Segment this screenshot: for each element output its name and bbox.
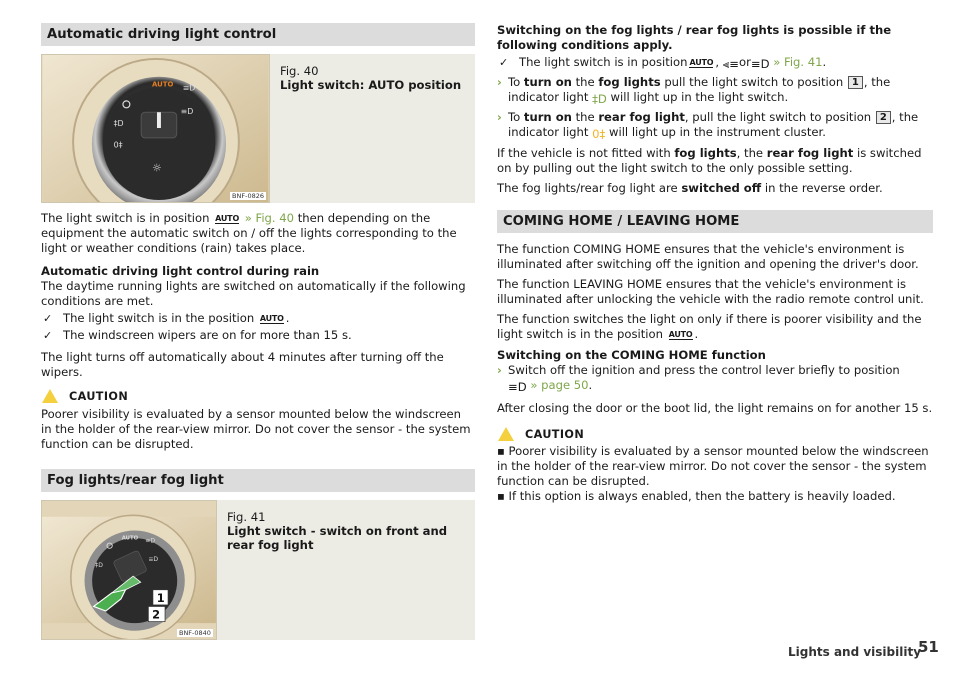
page-50-link[interactable]: » page 50 — [530, 378, 589, 392]
arrow-icon: › — [497, 110, 502, 124]
svg-text:☼: ☼ — [152, 161, 162, 175]
figure-number: Fig. 40 — [280, 64, 319, 78]
check-item: ✓ The light switch is in the position AUTO . — [43, 311, 290, 325]
step-rear-fog-light: › To turn on the rear fog light, pull the light switch to position 2 , the indicator light 0‡ will light up in the instrument cluster. — [497, 110, 919, 141]
paragraph-coming-home: The function COMING HOME ensures that the vehicle's environment is illuminated after switching off the ignition and opening the driver's door. — [497, 242, 919, 271]
auto-icon: AUTO — [668, 330, 693, 339]
auto-label: AUTO — [121, 535, 139, 542]
checkmark-icon: ✓ — [499, 56, 509, 69]
svg-text:0‡: 0‡ — [113, 140, 123, 150]
parking-light-icon: ⫷≡ — [722, 57, 739, 71]
section-title-coming-home: COMING HOME / LEAVING HOME — [497, 210, 933, 233]
fig-40-link[interactable]: » Fig. 40 — [244, 211, 295, 225]
caution-icon — [41, 388, 59, 404]
paragraph-no-fog: If the vehicle is not fitted with fog lights, the rear fog light is switched on by pulling out the light switch to the only possible setting. — [497, 146, 922, 175]
check-item: ✓ The light switch is in position AUTO , ⫷≡or≡D » Fig. 41. — [499, 55, 827, 71]
figure-title: Light switch - switch on front and rear fog light — [226, 524, 448, 552]
auto-icon: AUTO — [259, 314, 284, 323]
position-label-2: 2 — [152, 607, 161, 622]
svg-text:≡D: ≡D — [145, 537, 156, 545]
figure-code: BNF-0840 — [178, 629, 211, 637]
check-item: ✓ The windscreen wipers are on for more than 15 s. — [43, 328, 352, 342]
low-beam-icon: ≡D — [750, 57, 770, 71]
checkmark-icon: ✓ — [43, 329, 53, 342]
page-number: 51 — [918, 638, 939, 656]
caution-bullet: ▪ If this option is always enabled, then the battery is heavily loaded. — [497, 489, 896, 503]
headlight-flasher-icon: ≡D — [508, 380, 527, 394]
figure-title: Light switch: AUTO position — [280, 78, 462, 92]
figure-number: Fig. 41 — [226, 510, 266, 524]
caution-header: CAUTION — [41, 388, 475, 404]
section-title-fog-lights: Fog lights/rear fog light — [41, 469, 475, 492]
auto-label: AUTO — [152, 80, 174, 89]
paragraph-turn-off: The light turns off automatically about 4 minutes after turning off the wipers. — [41, 350, 444, 379]
caution-bullet: ▪ Poorer visibility is evaluated by a sensor mounted below the windscreen in the holder of the rear-view mirror. Do not cover the sensor - the system function can be disrupted. — [497, 444, 929, 488]
bullet-icon: ▪ — [497, 489, 505, 503]
rain-intro: The daytime running lights are switched on automatically if the following conditions are met. — [41, 279, 466, 308]
light-switch-auto-illustration — [42, 55, 269, 202]
auto-icon: AUTO — [689, 58, 714, 67]
figure-40 — [41, 54, 475, 203]
figure-code: BNF-0826 — [232, 192, 264, 200]
paragraph-auto-position: The light switch is in position AUTO » Fig. 40 then depending on the equipment the automatic switch on / off the lights corresponding to the light or weather conditions (rain) takes place. — [41, 211, 457, 255]
figure-40-caption — [270, 54, 471, 203]
auto-icon: AUTO — [215, 214, 240, 223]
footer-section-name: Lights and visibility — [788, 645, 922, 659]
coming-home-heading: Switching on the COMING HOME function — [497, 348, 766, 362]
paragraph-function: The function switches the light on only if there is poorer visibility and the light switch is in the position AUTO . — [497, 312, 922, 341]
left-column — [41, 23, 475, 640]
svg-text:≡D: ≡D — [180, 107, 194, 117]
caution-text: Poorer visibility is evaluated by a sensor mounted below the windscreen in the holder of the rear-view mirror. Do not cover the sensor - the system function can be disrupted. — [41, 407, 471, 451]
position-badge: 2 — [876, 111, 891, 124]
section-title-auto-light: Automatic driving light control — [41, 23, 475, 46]
bullet-icon: ▪ — [497, 444, 505, 458]
svg-text:‡D: ‡D — [95, 561, 103, 569]
arrow-icon: › — [497, 363, 502, 377]
step-coming-home: › Switch off the ignition and press the control lever briefly to position ≡D » page 50. — [497, 363, 900, 394]
fig-41-link[interactable]: » Fig. 41 — [773, 55, 823, 69]
light-switch-fog-illustration — [42, 501, 216, 639]
step-fog-lights: › To turn on the fog lights pull the light switch to position 1 , the indicator light ‡D will light up in the light switch. — [497, 75, 891, 106]
fog-light-indicator-icon: ‡D — [592, 92, 607, 106]
figure-41-image — [41, 500, 217, 640]
arrow-icon: › — [497, 75, 502, 89]
svg-text:≡D: ≡D — [148, 555, 159, 563]
svg-text:‡D: ‡D — [113, 119, 124, 129]
position-label-1: 1 — [156, 590, 165, 605]
paragraph-leaving-home: The function LEAVING HOME ensures that the vehicle's environment is illuminated after unlocking the vehicle with the radio remote control unit. — [497, 277, 924, 306]
figure-41-caption — [217, 500, 475, 640]
rain-heading: Automatic driving light control during rain — [41, 264, 320, 278]
figure-41 — [41, 500, 475, 640]
rear-fog-light-indicator-icon: 0‡ — [592, 127, 606, 141]
checkmark-icon: ✓ — [43, 312, 53, 325]
paragraph-switch-off: The fog lights/rear fog light are switched off in the reverse order. — [497, 181, 883, 195]
caution-icon — [497, 426, 515, 442]
position-badge: 1 — [848, 76, 863, 89]
svg-text:≡D: ≡D — [182, 83, 196, 93]
figure-40-image — [41, 54, 270, 203]
right-column — [497, 23, 933, 504]
caution-header: CAUTION — [497, 426, 933, 442]
fog-conditions-heading: Switching on the fog lights / rear fog lights is possible if the following conditions apply. — [497, 23, 892, 52]
paragraph-after-closing: After closing the door or the boot lid, the light remains on for another 15 s. — [497, 401, 933, 415]
